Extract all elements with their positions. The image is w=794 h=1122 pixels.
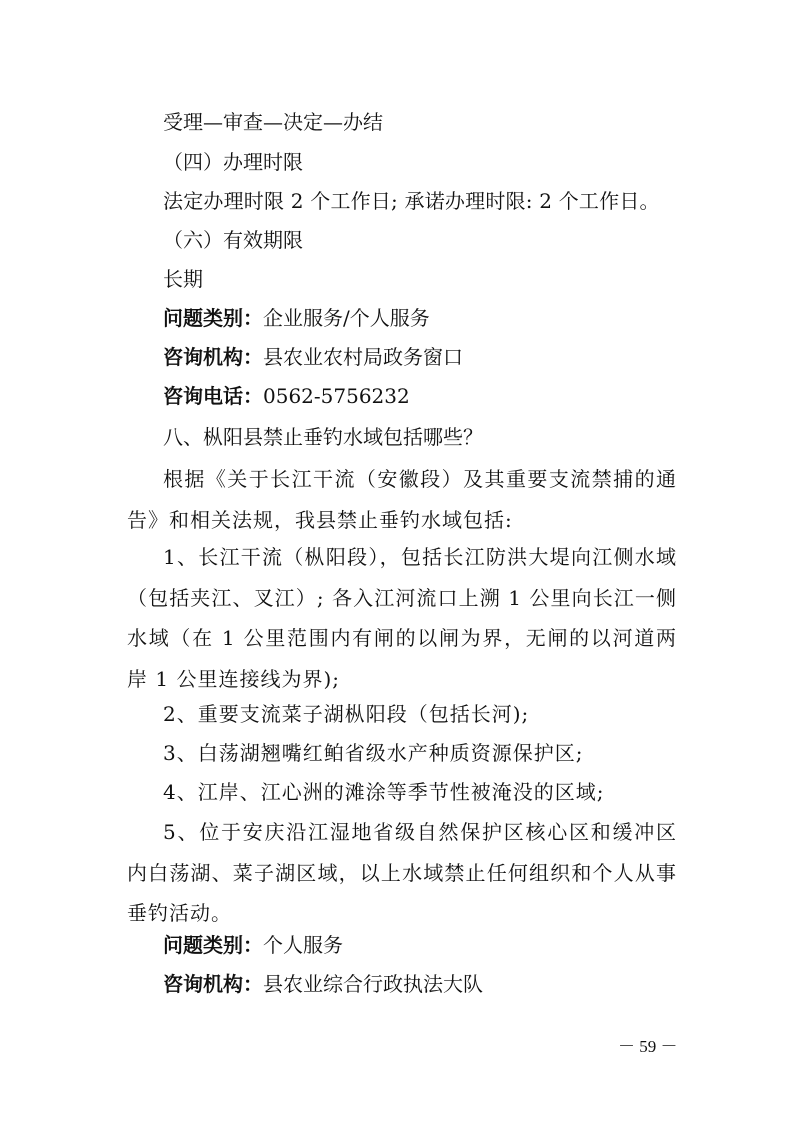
category-row-1 [163, 304, 683, 332]
agency-value: 县农业综合行政执法大队 [263, 972, 483, 996]
list-item-2: 2、重要支流菜子湖枞阳段（包括长河); [163, 702, 530, 726]
list-item-1: 1、长江干流（枞阳段），包括长江防洪大堤向江侧水域（包括夹江、叉江）; 各入江河流口上溯 1 公里向长江一侧水域（在 1 公里范围内有闸的以闸为界，无闸的以河道两岸 1 公里连接线为界); [127, 545, 677, 691]
agency-row-1 [163, 343, 683, 371]
category-value: 企业服务/个人服务 [263, 306, 430, 330]
phone-label: 咨询电话： [163, 384, 263, 408]
list-item-5: 5、位于安庆沿江湿地省级自然保护区核心区和缓冲区内白荡湖、菜子湖区域，以上水域禁止任何组织和个人从事垂钓活动。 [127, 820, 677, 925]
agency-label: 咨询机构： [163, 972, 263, 996]
section-6-title: （六）有效期限 [163, 228, 303, 252]
agency-value: 县农业农村局政务窗口 [263, 345, 463, 369]
question-8-heading: 八、枞阳县禁止垂钓水域包括哪些？ [163, 425, 483, 449]
category-label: 问题类别： [163, 306, 263, 330]
agency-label: 咨询机构： [163, 345, 263, 369]
category-label: 问题类别： [163, 933, 263, 957]
category-value: 个人服务 [263, 933, 343, 957]
time-limit-text: 法定办理时限 2 个工作日; 承诺办理时限: 2 个工作日。 [163, 189, 660, 213]
section-4-title: （四）办理时限 [163, 150, 303, 174]
page-number: － 59 － [618, 1037, 678, 1056]
list-item-3: 3、白荡湖翘嘴红鲌省级水产种质资源保护区; [163, 741, 584, 765]
validity-text: 长期 [163, 267, 203, 291]
phone-value: 0562-5756232 [263, 384, 410, 408]
list-item-4: 4、江岸、江心洲的滩涂等季节性被淹没的区域; [163, 780, 605, 804]
category-row-2 [163, 931, 683, 959]
phone-row [163, 382, 683, 410]
question-8-intro: 根据《关于长江干流（安徽段）及其重要支流禁捕的通告》和相关法规，我县禁止垂钓水域包括: [127, 467, 677, 532]
process-flow-text: 受理—审查—决定—办结 [163, 110, 383, 134]
agency-row-2 [163, 970, 683, 998]
